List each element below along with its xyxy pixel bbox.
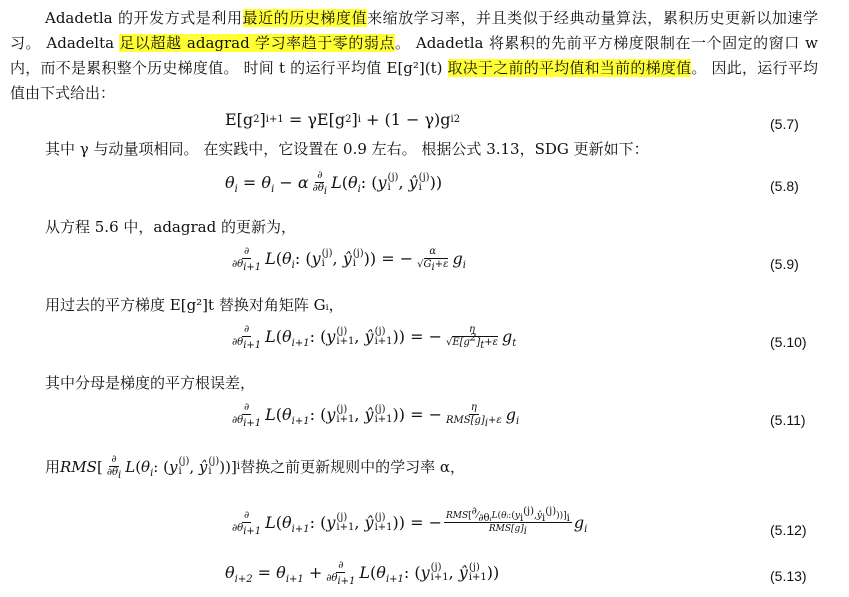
equation-number: (5.7)	[770, 116, 799, 132]
equation-5-9: $\frac{\partial}{\partial\theta_{i+1}}$ L ( $\theta_i$ : ( y (j) i , ŷ (j) i )) = − $\frac{\alpha}{√G_i+\varepsilon}$ $g_i$	[232, 246, 466, 273]
equation-5-11: $\frac{\partial}{\partial\theta_{i+1}}$ L ( $\theta_{i+1}$ : ( y (j) i+1 , ŷ (j) i+1 )) = − $\frac{\eta}{RMS[g]_i+\varepsilon}$ $g_i$	[232, 402, 520, 429]
equation-number: (5.13)	[770, 568, 807, 584]
gamma-note: 其中 γ 与动量项相同。 在实践中，它设置在 0.9 左右。 根据公式 3.13，SDG 更新如下：	[45, 140, 649, 158]
equation-5-10: $\frac{\partial}{\partial\theta_{i+1}}$ L ( $\theta_{i+1}$ : ( y (j) i+1 , ŷ (j) i+1 )) = − $\frac{\eta}{√E[g^2]_t+\varepsilon}$ $g_t$	[232, 324, 517, 351]
highlight-3: 取决于之前的平均值和当前的梯度值	[447, 59, 692, 77]
equation-5-8: $\theta_i$ = $\theta_i$ − α $\frac{\partial}{\partial\theta_i}$ L ( $\theta_i$ : ( y (j) i , ŷ (j) i ))	[225, 170, 443, 197]
equation-number: (5.9)	[770, 256, 799, 272]
replace-note: 用过去的平方梯度 E[g²]t 替换对角矩阵 Gᵢ，	[45, 296, 344, 314]
equation-5-13: $\theta_{i+2}$ = $\theta_{i+1}$ + $\frac{\partial}{\partial\theta_{i+1}}$ L ( $\theta_{i+1}$ : ( y (j) i+1 , ŷ (j) i+1 ))	[225, 560, 500, 587]
highlight-2: 足以超越 adagrad 学习率趋于零的弱点	[119, 34, 395, 52]
equation-number: (5.12)	[770, 522, 807, 538]
rms-replace-line: 用 RMS [ $\frac{\partial}{\partial\theta_i}$ L ( $\theta_i$ : ( y (j) i , ŷ (j) i ))] i 替换之前更新规则中的学习率 α，	[45, 454, 465, 481]
equation-5-7: E[g 2 ] i+1 = γE[g 2 ] i + (1 − γ)g i 2	[225, 110, 461, 129]
adagrad-note: 从方程 5.6 中，adagrad 的更新为，	[45, 218, 296, 236]
intro-paragraph: Adadetla 的开发方式是利用最近的历史梯度值来缩放学习率，并且类似于经典动量算法，累积历史更新以加速学习。 Adadelta 足以超越 adagrad 学习率趋于零的弱点。 Adadetla 将累积的先前平方梯度限制在一个固定的窗口 w 内，而不是累积整个历史梯度值。 时间 t 的运行平均值 E[g²](t) 取决于之前的平均值和当前的梯度值。 因此，运行平均值由下式给出：	[10, 9, 819, 102]
equation-number: (5.10)	[770, 334, 807, 350]
highlight-1: 最近的历史梯度值	[242, 9, 368, 27]
equation-number: (5.8)	[770, 178, 799, 194]
equation-number: (5.11)	[770, 412, 806, 428]
equation-5-12: $\frac{\partial}{\partial\theta_{i+1}}$ L ( $\theta_{i+1}$ : ( y (j) i+1 , ŷ (j) i+1 )) = − $\frac{RMS[^\partial⁄_{\partial\theta ᵢ}L(\theta ᵢ:(y_i^{(j)},ŷ_i^{(j)}))]_i}{RMS[g]_i}$ $g_i$	[232, 506, 588, 537]
denominator-note: 其中分母是梯度的平方根误差，	[45, 374, 256, 392]
